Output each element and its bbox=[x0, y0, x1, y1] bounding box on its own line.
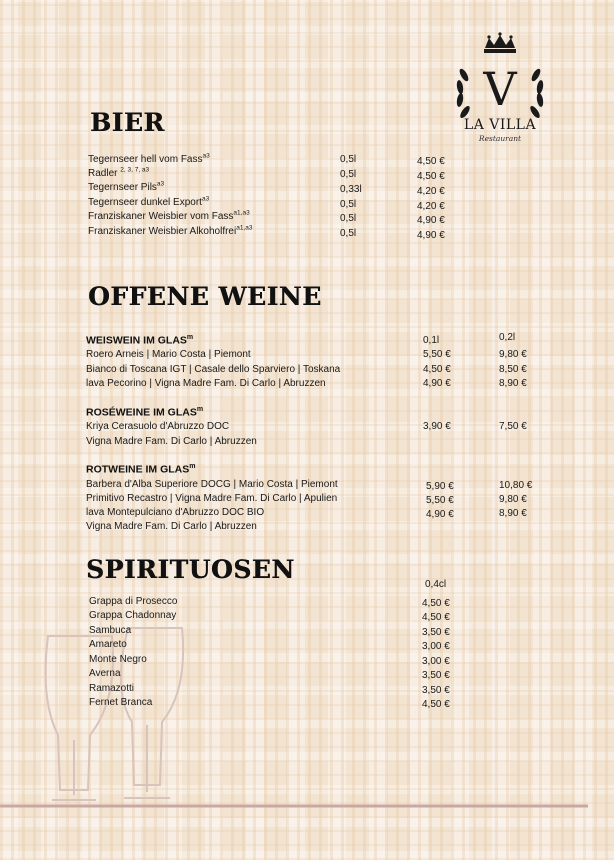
weisswein-price2-3: 8,90 € bbox=[499, 378, 527, 389]
weine-title: OFFENE WEINE bbox=[88, 282, 322, 311]
spirit-item-2: Grappa Chadonnay bbox=[89, 610, 177, 621]
spirit-price-8: 4,50 € bbox=[422, 699, 450, 710]
rotweine-heading: ROTWEINE IM GLAS$^m$ bbox=[86, 463, 196, 476]
col-header-0-1l: 0,1l bbox=[423, 335, 440, 346]
spirit-item-4: Amareto bbox=[89, 639, 127, 650]
bier-size-6: 0,5l bbox=[340, 228, 357, 239]
bier-item-6: Franziskaner Weisbier Alkoholfrei$^{a1,a3}$ bbox=[88, 224, 253, 237]
rotwein-price2-2: 9,80 € bbox=[499, 494, 527, 505]
spirituosen-title: SPIRITUOSEN bbox=[86, 555, 295, 584]
bier-item-5: Franziskaner Weisbier vom Fass$^{a1,a3}$ bbox=[88, 209, 250, 222]
rotwein-item-3-line2: Vigna Madre Fam. Di Carlo | Abruzzen bbox=[86, 521, 257, 532]
bier-item-3: Tegernseer Pils$^{a3}$ bbox=[88, 180, 165, 193]
logo-subtitle: Restaurant bbox=[478, 134, 522, 143]
rotwein-item-3: lava Montepulciano d'Abruzzo DOC BIO bbox=[86, 507, 265, 518]
spirit-price-1: 4,50 € bbox=[422, 598, 450, 609]
spirituosen-size: 0,4cl bbox=[425, 579, 447, 590]
bier-title: BIER bbox=[90, 108, 165, 137]
spirit-item-1: Grappa di Prosecco bbox=[89, 596, 178, 607]
bier-price-4: 4,20 € bbox=[417, 201, 445, 212]
rotwein-item-1: Barbera d'Alba Superiore DOCG | Mario Costa | Piemont bbox=[86, 479, 338, 490]
rotwein-price1-2: 5,50 € bbox=[426, 495, 454, 506]
rose-price1-1: 3,90 € bbox=[423, 421, 451, 432]
spirit-price-4: 3,00 € bbox=[422, 641, 450, 652]
col-header-0-2l: 0,2l bbox=[499, 332, 516, 343]
bier-price-6: 4,90 € bbox=[417, 230, 445, 241]
rose-price2-1: 7,50 € bbox=[499, 421, 527, 432]
rotwein-price2-3: 8,90 € bbox=[499, 508, 527, 519]
bier-size-4: 0,5l bbox=[340, 199, 357, 210]
spirit-price-6: 3,50 € bbox=[422, 670, 450, 681]
bier-price-1: 4,50 € bbox=[417, 156, 445, 167]
rotwein-item-2: Primitivo Recastro | Vigna Madre Fam. Di Carlo | Apulien bbox=[86, 493, 338, 504]
spirit-price-5: 3,00 € bbox=[422, 656, 450, 667]
weisswein-price2-2: 8,50 € bbox=[499, 364, 527, 375]
bier-item-2: Radler $^{2, 3, 7, a3}$ bbox=[88, 166, 150, 179]
rotwein-price1-1: 5,90 € bbox=[426, 481, 454, 492]
spirit-item-3: Sambuca bbox=[89, 625, 132, 636]
rose-item-1: Kriya Cerasuolo d'Abruzzo DOC bbox=[86, 421, 230, 432]
spirit-item-7: Ramazotti bbox=[89, 683, 135, 694]
weisswein-price1-1: 5,50 € bbox=[423, 349, 451, 360]
spirit-item-6: Averna bbox=[89, 668, 121, 679]
weisswein-item-1: Roero Arneis | Mario Costa | Piemont bbox=[86, 349, 251, 360]
weisswein-price1-3: 4,90 € bbox=[423, 378, 451, 389]
spirit-price-3: 3,50 € bbox=[422, 627, 450, 638]
spirit-item-5: Monte Negro bbox=[89, 654, 147, 665]
weisswein-price1-2: 4,50 € bbox=[423, 364, 451, 375]
la-villa-logo bbox=[450, 30, 550, 150]
spirit-price-7: 3,50 € bbox=[422, 685, 450, 696]
bier-size-2: 0,5l bbox=[340, 169, 357, 180]
bier-item-1: Tegernseer hell vom Fass$^{a3}$ bbox=[88, 152, 210, 165]
bier-price-2: 4,50 € bbox=[417, 171, 445, 182]
bier-size-5: 0,5l bbox=[340, 213, 357, 224]
bier-item-4: Tegernseer dunkel Export$^{a3}$ bbox=[88, 195, 210, 208]
bier-size-3: 0,33l bbox=[340, 184, 362, 195]
weisswein-price2-1: 9,80 € bbox=[499, 349, 527, 360]
spirit-price-2: 4,50 € bbox=[422, 612, 450, 623]
weisswein-heading: WEISWEIN IM GLAS$^m$ bbox=[86, 334, 194, 347]
roseweine-heading: ROSÉWEINE IM GLAS$^m$ bbox=[86, 406, 204, 419]
rotwein-price2-1: 10,80 € bbox=[499, 480, 533, 491]
bier-size-1: 0,5l bbox=[340, 154, 357, 165]
crown-icon bbox=[484, 32, 516, 53]
logo-letter: V bbox=[483, 62, 517, 116]
spirit-item-8: Fernet Branca bbox=[89, 697, 153, 708]
weisswein-item-2: Bianco di Toscana IGT | Casale dello Sparviero | Toskana bbox=[86, 364, 341, 375]
bier-price-5: 4,90 € bbox=[417, 215, 445, 226]
rotwein-price1-3: 4,90 € bbox=[426, 509, 454, 520]
bier-price-3: 4,20 € bbox=[417, 186, 445, 197]
weisswein-item-3: lava Pecorino | Vigna Madre Fam. Di Carlo | Abruzzen bbox=[86, 378, 326, 389]
rose-item-1-line2: Vigna Madre Fam. Di Carlo | Abruzzen bbox=[86, 436, 257, 447]
logo-name: LA VILLA bbox=[463, 117, 537, 133]
